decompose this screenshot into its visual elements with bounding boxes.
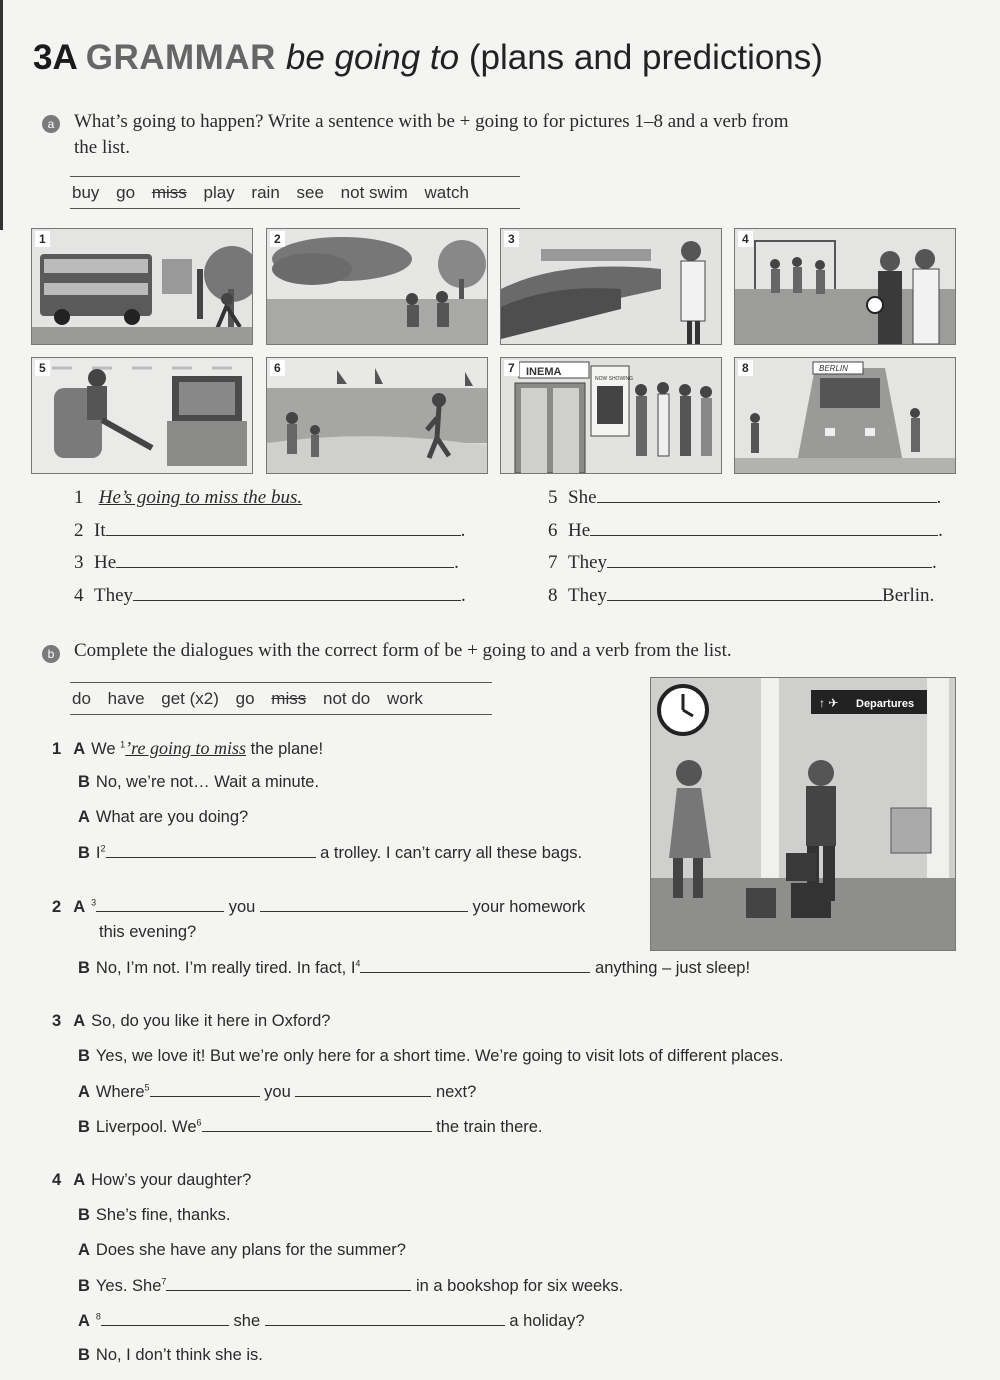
line-text: anything – just sleep! <box>595 959 751 977</box>
rain-cloud-illustration <box>267 229 487 344</box>
sentence-end: Berlin. <box>882 585 935 606</box>
line-text: the plane! <box>250 740 324 758</box>
speaker: B <box>78 1118 90 1136</box>
speaker: B <box>78 1047 90 1065</box>
dialogue-4-line-1 <box>52 1171 251 1190</box>
sentence-number: 5 <box>548 487 558 508</box>
line-text: No, we’re not… Wait a minute. <box>95 773 320 791</box>
word-get: get (x2) <box>161 689 219 708</box>
line-text: How’s your daughter? <box>91 1171 252 1189</box>
picture-7-cinema <box>500 357 722 474</box>
sentence-number: 1 <box>74 487 84 508</box>
line-text: Yes. She <box>95 1277 162 1295</box>
sentence-end: . <box>932 552 937 573</box>
answer-blank[interactable] <box>101 1311 229 1326</box>
exercise-b-instruction: Complete the dialogues with the correct form of be + going to and a verb from the list. <box>74 640 732 661</box>
speaker: B <box>78 1206 90 1224</box>
gap-number: 3 <box>91 897 97 908</box>
gap-number: 6 <box>196 1117 202 1128</box>
word-miss: miss <box>151 183 187 202</box>
sentence-start: They <box>568 552 608 573</box>
instruction-line-1: What’s going to happen? Write a sentence with be + going to for pictures 1–8 and a verb from <box>74 111 789 132</box>
speaker: A <box>78 1241 90 1259</box>
line-text: No, I don’t think she is. <box>95 1346 263 1364</box>
dialogue-2-line-1b: this evening? <box>99 923 197 941</box>
line-text: We <box>91 740 116 758</box>
dialogue-1-line-3 <box>78 808 248 827</box>
word-see: see <box>296 183 324 202</box>
line-text: Yes, we love it! But we’re only here for a short time. We’re going to visit lots of different places. <box>95 1047 784 1065</box>
train-destination: BERLIN <box>819 364 848 373</box>
picture-1-bus <box>31 228 253 345</box>
word-work: work <box>386 689 423 708</box>
dialogue-1-line-1 <box>52 738 323 759</box>
word-go: go <box>116 183 136 202</box>
word-watch: watch <box>424 183 469 202</box>
train-illustration <box>735 358 955 473</box>
gap-number: 5 <box>144 1082 150 1093</box>
line-text: your homework <box>472 898 586 916</box>
dialogue-number: 4 <box>52 1171 62 1189</box>
dialogue-3-line-3 <box>78 1082 476 1102</box>
answer-blank[interactable] <box>260 897 468 912</box>
television-illustration <box>32 358 252 473</box>
answer-blank[interactable] <box>106 521 461 536</box>
page-edge-line <box>0 0 3 230</box>
instruction-line-2: the list. <box>74 137 130 158</box>
picture-number: 5 <box>35 360 50 376</box>
sentence-number: 2 <box>74 520 84 541</box>
line-text: I <box>95 844 101 862</box>
dialogue-4-line-5 <box>78 1311 585 1331</box>
sentence-end: . <box>461 585 466 606</box>
dialogue-3-line-1 <box>52 1012 331 1031</box>
line-text: in a bookshop for six weeks. <box>415 1277 624 1295</box>
speaker: A <box>73 898 86 916</box>
speaker: A <box>78 808 90 826</box>
dialogue-1-line-4 <box>78 843 582 863</box>
sentence-7 <box>548 552 937 574</box>
speaker: A <box>78 1312 90 1330</box>
sentence-number: 3 <box>74 552 84 573</box>
word-do: do <box>72 689 91 708</box>
word-not-do: not do <box>322 689 371 708</box>
line-text: Does she have any plans for the summer? <box>95 1241 406 1259</box>
sentence-start: It <box>94 520 106 541</box>
line-text: So, do you like it here in Oxford? <box>91 1012 331 1030</box>
dialogue-3-line-4 <box>78 1117 543 1137</box>
line-text: She’s fine, thanks. <box>95 1206 231 1224</box>
sentence-number: 4 <box>74 585 84 606</box>
sentence-end: . <box>454 552 459 573</box>
dialogue-1-line-2 <box>78 773 319 792</box>
cinema-illustration <box>501 358 721 473</box>
dialogue-4-line-2 <box>78 1206 230 1225</box>
answer-blank[interactable] <box>106 843 316 858</box>
answer-blank[interactable] <box>360 958 590 973</box>
speaker: B <box>78 1346 90 1364</box>
picture-number: 1 <box>35 231 50 247</box>
line-text: Where <box>95 1083 145 1101</box>
picture-number: 7 <box>504 360 519 376</box>
svg-text:↑ ✈: ↑ ✈ <box>819 696 839 710</box>
speaker: B <box>78 1277 90 1295</box>
dialogue-4-line-3 <box>78 1241 406 1260</box>
sentence-6 <box>548 520 943 542</box>
speaker: A <box>78 1083 90 1101</box>
exercise-b-badge: b <box>42 645 60 663</box>
picture-number: 4 <box>738 231 753 247</box>
dialogue-4-line-6 <box>78 1346 263 1365</box>
dialogue-number: 3 <box>52 1012 62 1030</box>
answer-blank[interactable] <box>265 1311 505 1326</box>
speaker: A <box>73 1012 86 1030</box>
answer-blank[interactable] <box>96 897 224 912</box>
answer-blank[interactable] <box>150 1082 260 1097</box>
line-text: she <box>233 1312 261 1330</box>
departures-sign: Departures <box>856 698 915 710</box>
sentence-start: They <box>568 585 608 606</box>
exercise-a-instruction <box>74 109 789 161</box>
word-miss: miss <box>271 689 307 708</box>
word-play: play <box>203 183 235 202</box>
topic-italic: be going to <box>285 38 460 77</box>
line-text: a trolley. I can’t carry all these bags. <box>320 844 583 862</box>
airport-illustration <box>651 678 955 950</box>
picture-6-beach <box>266 357 488 474</box>
answer-blank[interactable] <box>597 488 937 503</box>
picture-5-television <box>31 357 253 474</box>
speaker: B <box>78 959 90 977</box>
bus-illustration <box>32 229 252 344</box>
picture-4-football <box>734 228 956 345</box>
answer-blank[interactable] <box>202 1117 432 1132</box>
sentence-number: 8 <box>548 585 558 606</box>
answer-blank[interactable] <box>295 1082 431 1097</box>
word-list-a <box>70 176 520 209</box>
sentence-start: They <box>94 585 134 606</box>
football-illustration <box>735 229 955 344</box>
answer-blank[interactable] <box>607 586 882 601</box>
word-have: have <box>107 689 145 708</box>
answer-blank[interactable] <box>116 553 454 568</box>
sentence-8 <box>548 585 934 607</box>
car-showroom-illustration <box>501 229 721 344</box>
line-text: you <box>228 898 256 916</box>
sentence-2 <box>74 520 465 542</box>
picture-number: 2 <box>270 231 285 247</box>
line-text: No, I’m not. I’m really tired. In fact, I <box>95 959 356 977</box>
line-text: Liverpool. We <box>95 1118 197 1136</box>
line-text: you <box>264 1083 291 1101</box>
sentence-number: 6 <box>548 520 558 541</box>
dialogue-2-line-2 <box>78 958 750 978</box>
sentence-start: She <box>568 487 597 508</box>
sentence-4 <box>74 585 466 607</box>
dialogue-4-line-4 <box>78 1276 623 1296</box>
model-answer: ’re going to miss <box>125 738 247 758</box>
speaker: A <box>73 740 86 758</box>
unit-number: 3A <box>33 38 78 77</box>
dialogue-2-line-1 <box>52 897 585 917</box>
gap-number: 7 <box>161 1276 167 1287</box>
answer-blank[interactable] <box>590 521 938 536</box>
sentence-1 <box>74 487 302 509</box>
speaker: B <box>78 844 90 862</box>
picture-8-train <box>734 357 956 474</box>
topic-rest: (plans and predictions) <box>468 38 823 77</box>
section-label: GRAMMAR <box>85 38 276 77</box>
word-go: go <box>235 689 255 708</box>
beach-illustration <box>267 358 487 473</box>
speaker: A <box>73 1171 86 1189</box>
gap-number: 2 <box>100 843 106 854</box>
gap-number: 1 <box>120 739 126 750</box>
line-text: the train there. <box>436 1118 543 1136</box>
line-text: next? <box>435 1083 477 1101</box>
word-not-swim: not swim <box>340 183 408 202</box>
answer-blank[interactable] <box>607 553 932 568</box>
word-list-b <box>70 682 492 715</box>
picture-number: 3 <box>504 231 519 247</box>
answer-blank[interactable] <box>133 586 461 601</box>
sentence-end: . <box>936 487 942 508</box>
model-answer: He’s going to miss the bus. <box>98 487 303 508</box>
picture-number: 6 <box>270 360 285 376</box>
answer-blank[interactable] <box>166 1276 411 1291</box>
page-title <box>33 38 823 78</box>
cinema-sign: INEMA <box>526 366 562 378</box>
airport-picture <box>650 677 956 951</box>
gap-number: 4 <box>355 958 361 969</box>
picture-2-rain <box>266 228 488 345</box>
line-text: What are you doing? <box>95 808 249 826</box>
gap-number: 8 <box>95 1311 101 1322</box>
now-showing-poster: NOW SHOWING <box>595 376 634 382</box>
sentence-start: He <box>94 552 117 573</box>
picture-3-cars <box>500 228 722 345</box>
word-rain: rain <box>251 183 280 202</box>
line-text: a holiday? <box>509 1312 585 1330</box>
sentence-number: 7 <box>548 552 558 573</box>
sentence-end: . <box>460 520 466 541</box>
dialogue-number: 1 <box>52 740 62 758</box>
sentence-3 <box>74 552 459 574</box>
exercise-a-badge: a <box>42 115 60 133</box>
word-buy: buy <box>72 183 100 202</box>
picture-number: 8 <box>738 360 753 376</box>
sentence-end: . <box>938 520 943 541</box>
dialogue-3-line-2 <box>78 1047 783 1066</box>
sentence-start: He <box>568 520 591 541</box>
speaker: B <box>78 773 90 791</box>
sentence-5 <box>548 487 941 509</box>
dialogue-number: 2 <box>52 898 62 916</box>
